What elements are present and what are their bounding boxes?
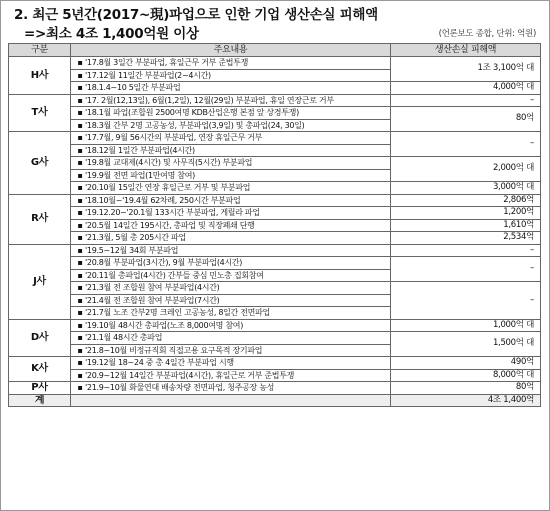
table-body — [9, 57, 541, 395]
bullet-icon: ▪ — [77, 83, 83, 92]
company-cell: H사 — [9, 57, 71, 95]
total-label: 계 — [9, 394, 71, 407]
bullet-icon: ▪ — [77, 270, 83, 280]
table-row — [9, 332, 541, 345]
strike-damage-table — [8, 43, 541, 407]
bullet-icon: ▪ — [77, 320, 83, 330]
company-cell: D사 — [9, 319, 71, 357]
table-row — [9, 382, 541, 395]
damage-cell: – — [391, 244, 541, 257]
content-cell — [71, 69, 391, 82]
damage-cell: – — [391, 132, 541, 157]
content-text: '20.11월 총파업(4시간) 간부들 중심 민노총 집회참여 — [85, 270, 264, 280]
content-cell — [71, 107, 391, 120]
damage-cell: – — [391, 282, 541, 320]
document-subtitle: =>최소 4조 1,400억원 이상 — [24, 26, 199, 42]
table-row — [9, 132, 541, 145]
table-row — [9, 219, 541, 232]
bullet-icon: ▪ — [77, 145, 83, 155]
content-cell — [71, 82, 391, 95]
bullet-icon: ▪ — [77, 120, 83, 130]
content-cell — [71, 269, 391, 282]
damage-cell: 1,500억 대 — [391, 332, 541, 357]
content-text: '21.3월, 5월 총 205시간 파업 — [85, 233, 186, 242]
content-cell — [71, 132, 391, 145]
damage-cell: 8,000억 대 — [391, 369, 541, 382]
company-cell: J사 — [9, 244, 71, 319]
content-text: '19.10월 48시간 총파업(노조 8,000여명 참여) — [85, 320, 244, 330]
content-text: '21.9~10월 화물연대 배송차량 전면파업, 청주공장 농성 — [85, 383, 275, 392]
content-cell — [71, 357, 391, 370]
bullet-icon: ▪ — [77, 370, 83, 380]
header-content: 주요내용 — [71, 44, 391, 57]
table-row — [9, 107, 541, 120]
company-cell: R사 — [9, 194, 71, 244]
content-text: '17.7월, 9월 56시간의 부분파업, 연장 휴일근무 거부 — [85, 133, 263, 142]
content-text: '18.10월~'19.4월 62차례, 250시간 부분파업 — [85, 195, 241, 205]
content-cell — [71, 232, 391, 245]
content-cell — [71, 319, 391, 332]
header-damage: 생산손실 피해액 — [391, 44, 541, 57]
bullet-icon: ▪ — [77, 170, 83, 180]
content-text: '19.12월 18~24 중 총 4일간 부분파업 시행 — [85, 358, 234, 367]
content-text: '20.5월 14일간 195시간, 총파업 및 직장폐쇄 단행 — [85, 220, 255, 230]
company-cell: P사 — [9, 382, 71, 395]
content-text: '20.8월 부분파업(3시간), 9월 부분파업(4시간) — [85, 258, 243, 267]
document-title: 2. 최근 5년간(2017~現)파업으로 인한 기업 생산손실 피해액 — [14, 7, 378, 23]
content-cell — [71, 119, 391, 132]
content-cell — [71, 369, 391, 382]
content-text: '19.12.20~'20.1월 133시간 부분파업, 게릴라 파업 — [85, 208, 260, 217]
bullet-icon: ▪ — [77, 283, 83, 292]
damage-cell: – — [391, 94, 541, 107]
content-text: '21.3월 전 조합원 참여 부분파업(4시간) — [85, 283, 220, 292]
bullet-icon: ▪ — [77, 245, 83, 255]
damage-cell: 2,000억 대 — [391, 157, 541, 182]
content-cell — [71, 344, 391, 357]
damage-cell: 2,534억 — [391, 232, 541, 245]
bullet-icon: ▪ — [77, 220, 83, 230]
damage-cell: 4,000억 대 — [391, 82, 541, 95]
total-value: 4조 1,400억 — [391, 394, 541, 407]
table-row — [9, 319, 541, 332]
content-cell — [71, 294, 391, 307]
content-cell — [71, 57, 391, 70]
table-row — [9, 57, 541, 70]
table-row — [9, 257, 541, 270]
content-text: '18.1월 파업(조합원 2500여명 KDB산업은행 본점 앞 상경투쟁) — [85, 108, 299, 117]
content-cell — [71, 207, 391, 220]
damage-cell: 80억 — [391, 382, 541, 395]
table-row — [9, 369, 541, 382]
content-cell — [71, 194, 391, 207]
table-row — [9, 182, 541, 195]
source-unit-note: (언론보도 종합, 단위: 억원) — [438, 29, 536, 39]
table-row — [9, 207, 541, 220]
table-row — [9, 82, 541, 95]
table-row — [9, 157, 541, 170]
bullet-icon: ▪ — [77, 208, 83, 217]
content-cell — [71, 244, 391, 257]
table-row — [9, 94, 541, 107]
header-company: 구분 — [9, 44, 71, 57]
table-row — [9, 232, 541, 245]
company-cell: K사 — [9, 357, 71, 382]
company-cell: T사 — [9, 94, 71, 132]
bullet-icon: ▪ — [77, 133, 83, 142]
content-cell — [71, 382, 391, 395]
table-row — [9, 194, 541, 207]
damage-cell: 3,000억 대 — [391, 182, 541, 195]
content-cell — [71, 94, 391, 107]
bullet-icon: ▪ — [77, 108, 83, 117]
bullet-icon: ▪ — [77, 345, 83, 355]
content-text: '18.1.4~10 5일간 부분파업 — [85, 83, 181, 92]
damage-cell: 2,806억 — [391, 194, 541, 207]
damage-cell: – — [391, 257, 541, 282]
bullet-icon: ▪ — [77, 58, 83, 67]
table-row — [9, 282, 541, 295]
total-row — [9, 394, 541, 407]
bullet-icon: ▪ — [77, 233, 83, 242]
total-spacer — [71, 394, 391, 407]
company-cell: G사 — [9, 132, 71, 195]
damage-cell: 490억 — [391, 357, 541, 370]
content-cell — [71, 182, 391, 195]
bullet-icon: ▪ — [77, 383, 83, 392]
damage-cell: 1,000억 대 — [391, 319, 541, 332]
content-cell — [71, 257, 391, 270]
content-text: '17. 2월(12,13일), 6월(1,2일), 12월(29일) 부분파업, 휴일 연장근로 거부 — [85, 95, 334, 105]
bullet-icon: ▪ — [77, 158, 83, 167]
content-text: '18.12월 1일간 부분파업(4시간) — [85, 145, 195, 155]
content-text: '19.9월 전면 파업(1만여명 참여) — [85, 170, 195, 180]
damage-cell: 1,200억 — [391, 207, 541, 220]
content-text: '21.8~10월 비정규직회 직접고용 요구목적 장기파업 — [85, 345, 263, 355]
content-text: '20.9~12월 14일간 부분파업(4시간), 휴일근로 거부 준법투쟁 — [85, 370, 295, 380]
damage-cell: 80억 — [391, 107, 541, 132]
content-text: '21.7월 노조 간부2명 크레인 고공농성, 8일간 전면파업 — [85, 308, 270, 317]
bullet-icon: ▪ — [77, 70, 83, 80]
content-text: '19.8월 교대제(4시간) 및 사무직(5시간) 부분파업 — [85, 158, 253, 167]
bullet-icon: ▪ — [77, 183, 83, 192]
content-cell — [71, 219, 391, 232]
bullet-icon: ▪ — [77, 358, 83, 367]
content-cell — [71, 157, 391, 170]
content-cell — [71, 144, 391, 157]
content-text: '17.8월 3일간 부분파업, 휴일근무 거부 준법투쟁 — [85, 58, 249, 67]
bullet-icon: ▪ — [77, 333, 83, 342]
content-text: '17.12월 11일간 부분파업(2~4시간) — [85, 70, 211, 80]
content-cell — [71, 282, 391, 295]
table-header-row — [9, 44, 541, 57]
bullet-icon: ▪ — [77, 95, 83, 105]
content-cell — [71, 169, 391, 182]
content-cell — [71, 332, 391, 345]
bullet-icon: ▪ — [77, 258, 83, 267]
table-row — [9, 244, 541, 257]
content-cell — [71, 307, 391, 320]
damage-cell: 1조 3,100억 대 — [391, 57, 541, 82]
content-text: '18.3월 간부 2명 고공농성, 부분파업(3,9일) 및 총파업(24, 30일) — [85, 120, 305, 130]
content-text: '21.1월 48시간 총파업 — [85, 333, 163, 342]
bullet-icon: ▪ — [77, 308, 83, 317]
content-text: '19.5~12월 34회 부분파업 — [85, 245, 179, 255]
content-text: '20.10월 15일간 연장 휴일근로 거부 및 부분파업 — [85, 183, 251, 192]
bullet-icon: ▪ — [77, 295, 83, 305]
damage-cell: 1,610억 — [391, 219, 541, 232]
table-row — [9, 357, 541, 370]
bullet-icon: ▪ — [77, 195, 83, 205]
content-text: '21.4월 전 조합원 참여 부분파업(7시간) — [85, 295, 220, 305]
